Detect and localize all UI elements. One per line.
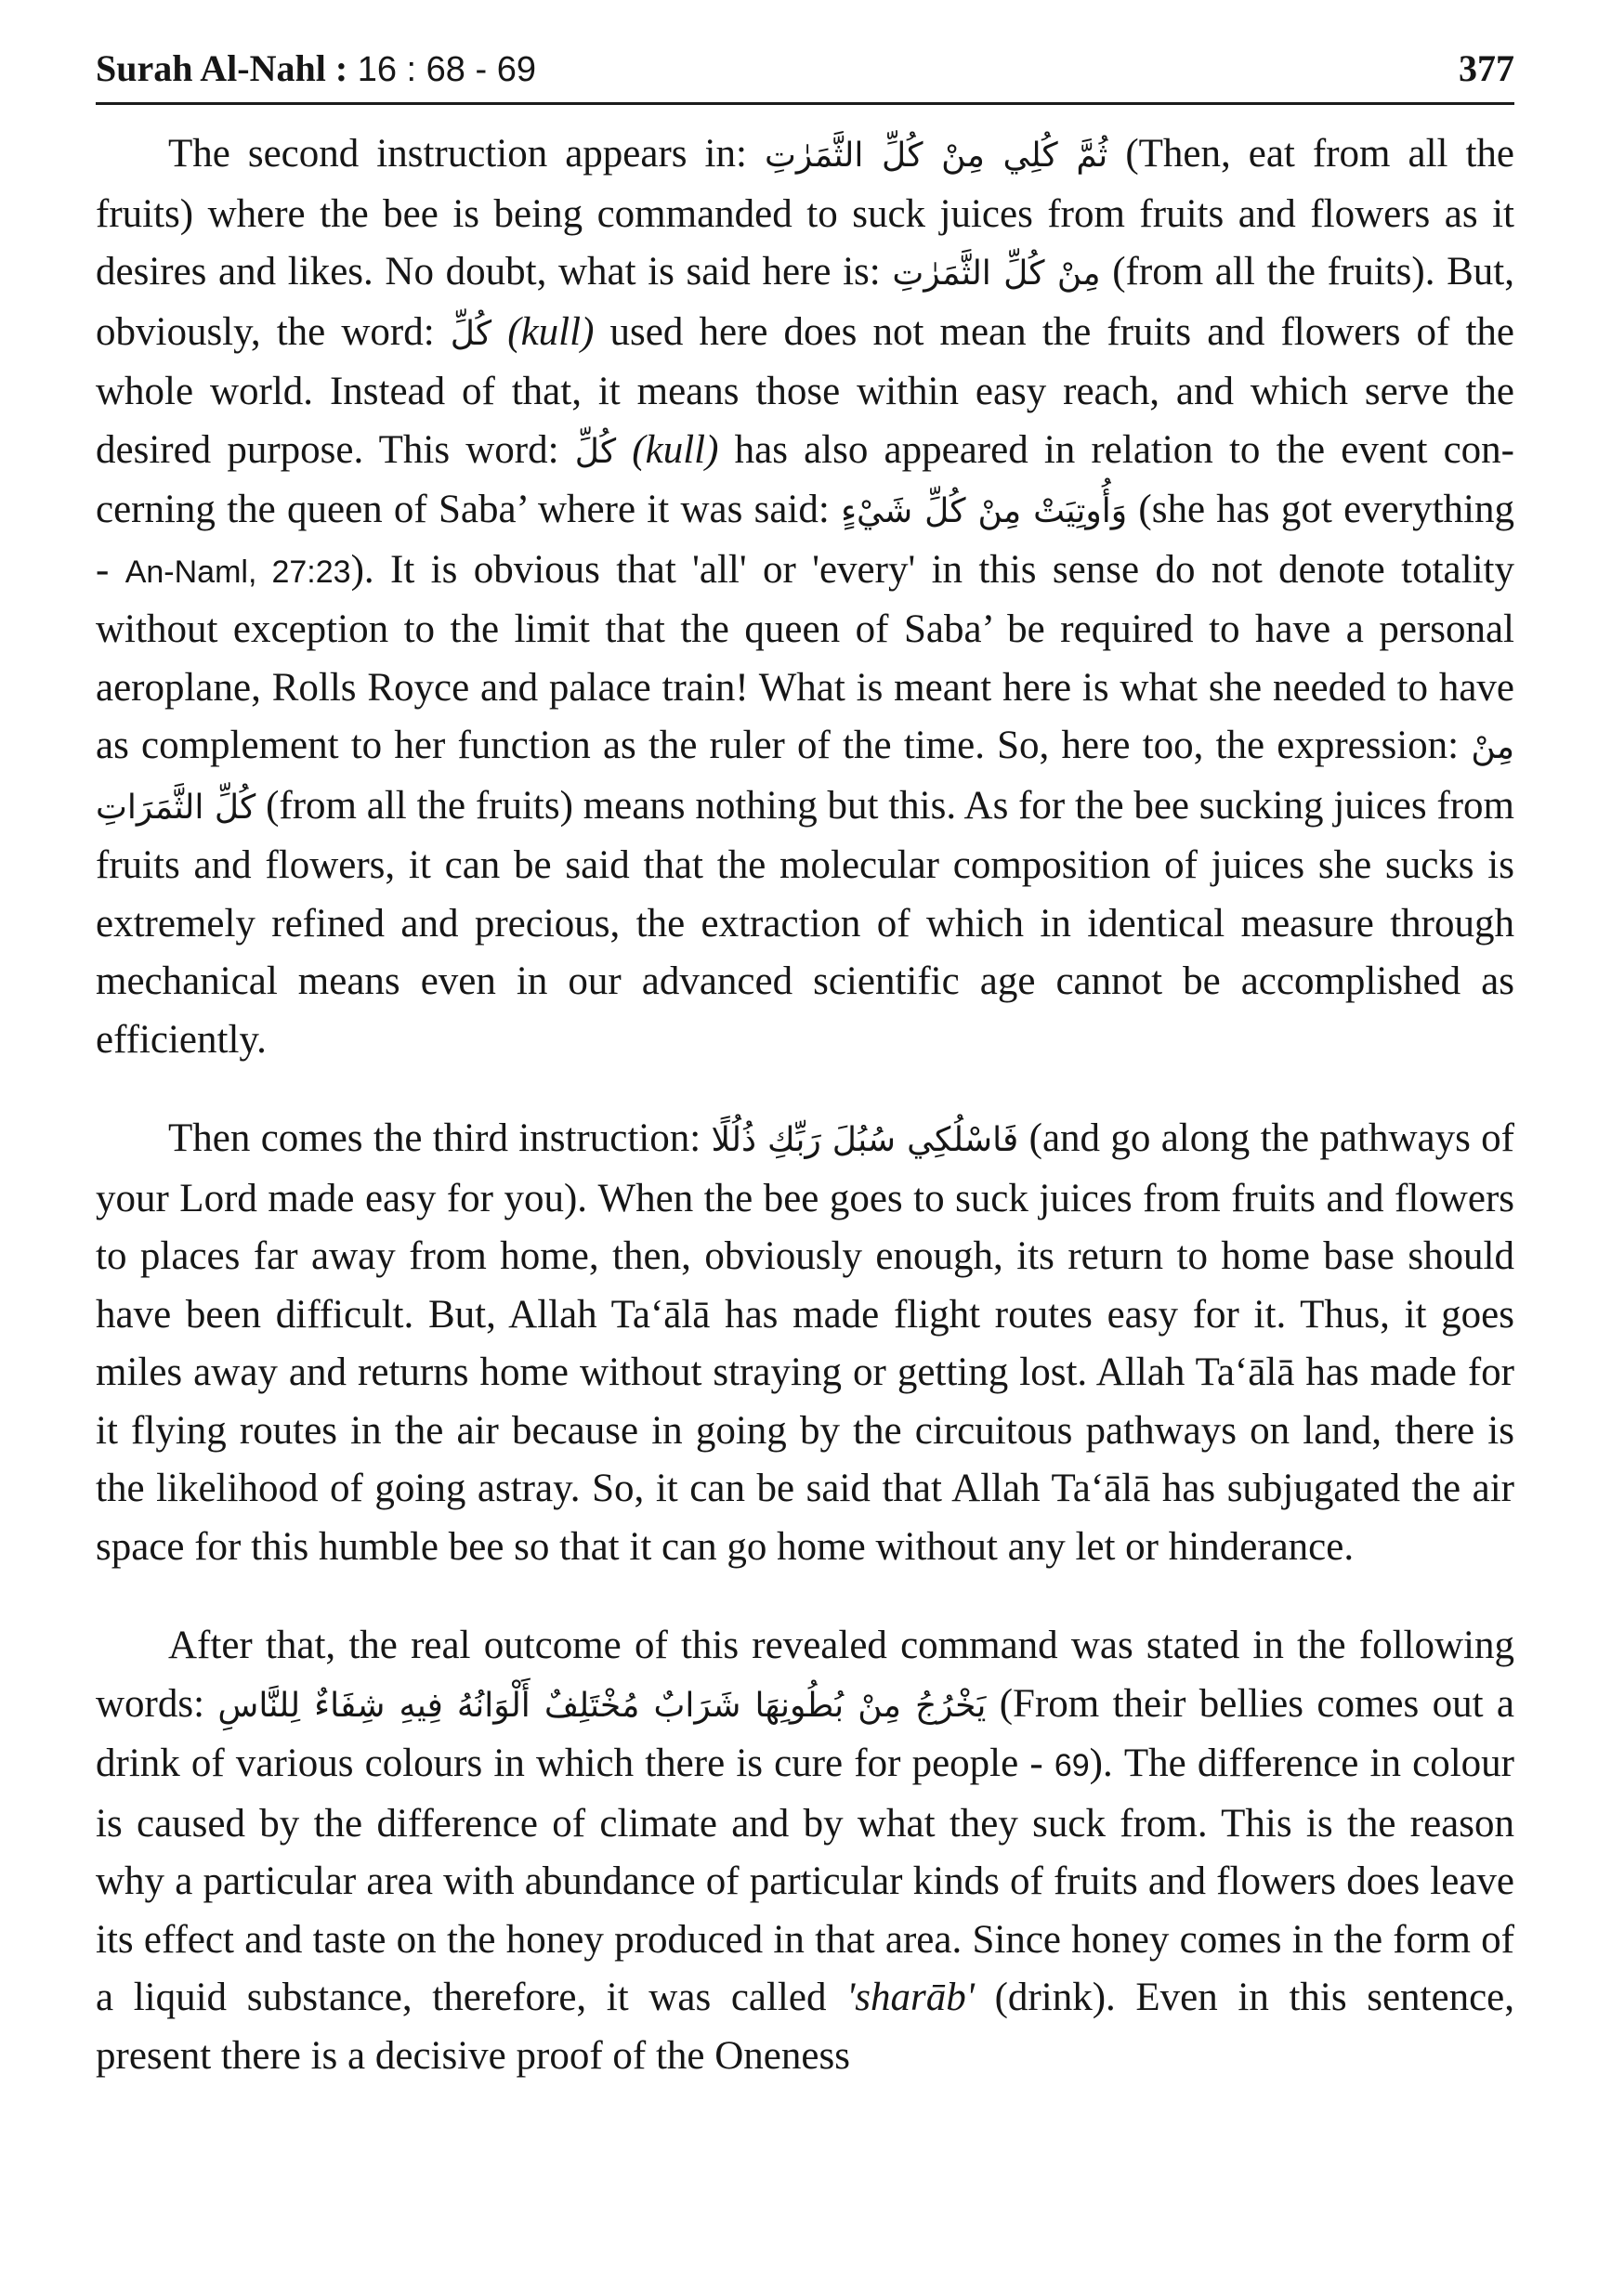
- page-number: 377: [1459, 47, 1514, 89]
- arabic-quote: يَخْرُجُ مِنْ بُطُونِهَا شَرَابٌ مُخْتَلِفٌ أَلْوَانُهُ فِيهِ شِفَاءٌ لِلنَّاسِ: [217, 1686, 987, 1725]
- verse-reference: 16 : 68 - 69: [347, 50, 536, 89]
- text-run: (drink). Even in this sentence, present there is a decisive proof of the Oneness: [96, 1976, 1514, 2078]
- surah-title: Surah Al-Nahl :: [96, 47, 348, 89]
- running-head: [96, 46, 536, 90]
- text-run: After that, the real outcome of this revealed command was stated in the following words:: [96, 1624, 1514, 1726]
- transliteration: (kull): [491, 309, 595, 354]
- paragraph-third-instruction: [96, 1110, 1514, 1576]
- text-run: used here does not mean the fruits and flowers of the whole world. Instead of that, it means those within easy reach, and which serve the desired purpose. This word:: [96, 309, 1514, 472]
- text-run: (and go along the pathways of your Lord made easy for you). When the bee goes to suck juices from fruits and flowers to places far away from home, then, obviously enough, its return to home base should have been difficult. But, Allah Ta‘ālā has made flight routes easy for it. Thus, it goes miles away and returns home without straying or getting lost. Allah Ta‘ālā has made for it flying routes in the air because in going by the circuitous pathways on land, there is the likelihood of going astray. So, it can be said that Allah Ta‘ālā has subjugated the air space for this humble bee so that it can go home without any let or hinderance.: [96, 1116, 1514, 1569]
- arabic-word: كُلِّ: [450, 314, 492, 353]
- text-run: (she has got everything -: [96, 488, 1514, 592]
- text-run: ). The difference in colour is caused by the difference of climate and by what they suck from. This is the reason why a particular area with abundance of particular kinds of fruits and flowers does leave its effect and taste on the honey produced in that area. Since honey comes in the form of a liquid substance, therefore, it was called: [96, 1742, 1514, 2019]
- text-run: ). It is obvious that 'all' or 'every' in this sense do not denote totality without exception to the limit that the queen of Saba’ be required to have a personal aeroplane, Rolls Royce and palace train! What is meant here is what she needed to have as complement to her function as the ruler of the time. So, here too, the expression:: [96, 547, 1514, 767]
- page-header: [96, 45, 1514, 105]
- text-run: Then comes the third instruction:: [168, 1116, 712, 1160]
- arabic-word: كُلِّ: [574, 432, 617, 471]
- paragraph-outcome: [96, 1617, 1514, 2085]
- arabic-quote: مِنْ كُلِّ الثَّمَرَاتِ: [96, 728, 1514, 827]
- verse-citation: An-Naml, 27:23: [124, 554, 351, 590]
- arabic-quote: مِنْ كُلِّ الثَّمَرٰتِ: [892, 254, 1101, 293]
- transliteration: (kull): [616, 427, 719, 472]
- text-run: (Then, eat from all the fruits) where the bee is being commanded to suck juices from fruits and flowers as it desires and likes. No doubt, what is said here is:: [96, 132, 1515, 294]
- text-run: The second instruction appears in:: [168, 132, 765, 176]
- text-run: has also appeared in relation to the event concerning the queen of Saba’ where it was said:: [96, 427, 1514, 531]
- text-run: (From their bellies comes out a drink of various colours in which there is cure for people -: [96, 1681, 1514, 1785]
- paragraph-second-instruction: [96, 125, 1514, 1069]
- arabic-quote: فَاسْلُكِي سُبُلَ رَبِّكِ ذُلُلًا: [711, 1121, 1019, 1159]
- commentary-body: [96, 125, 1514, 2085]
- verse-citation: 69: [1054, 1748, 1090, 1783]
- text-run: (from all the fruits). But, obviously, the word:: [96, 250, 1514, 354]
- arabic-quote: وَأُوتِيَتْ مِنْ كُلِّ شَيْءٍ: [841, 492, 1128, 530]
- transliteration: 'sharāb': [846, 1976, 975, 2019]
- text-run: (from all the fruits) means nothing but this. As for the bee sucking juices from fruits and flowers, it can be said that the molecular composition of juices she sucks is extremely refined and precious, the extraction of which in identical measure through mechanical means even in our advanced scientific age cannot be accomplished as efficiently.: [96, 783, 1514, 1062]
- arabic-quote: ثُمَّ كُلِي مِنْ كُلِّ الثَّمَرٰتِ: [764, 137, 1108, 175]
